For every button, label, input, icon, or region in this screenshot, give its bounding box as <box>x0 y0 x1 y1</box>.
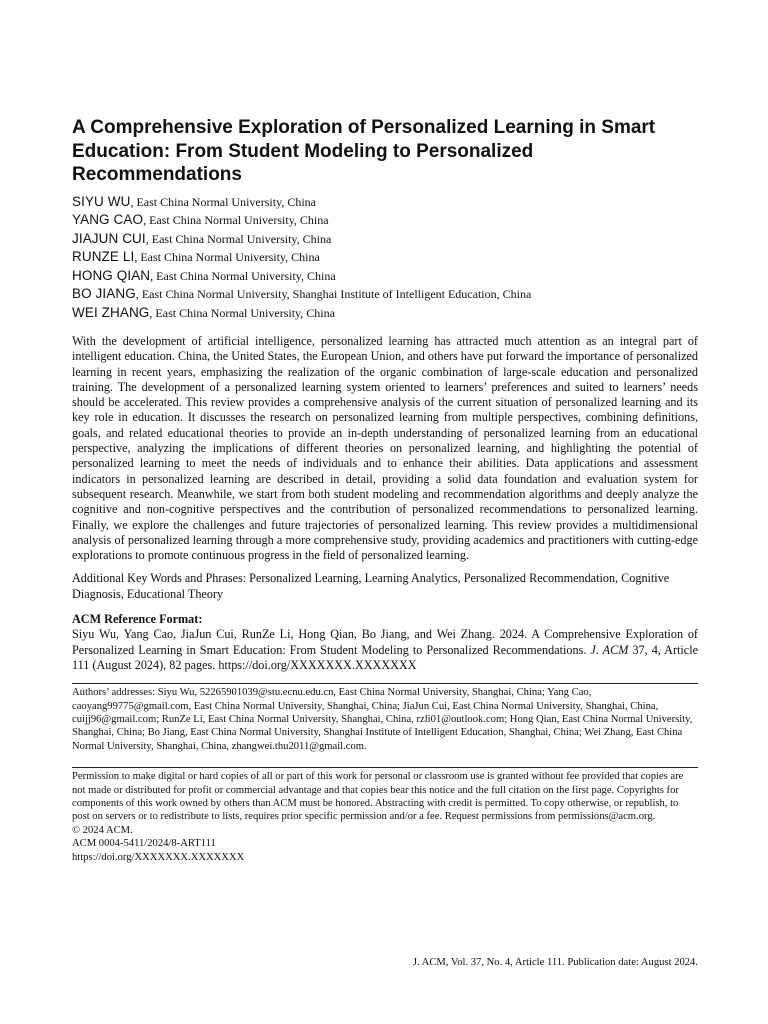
author-entry: RUNZE LI, East China Normal University, China <box>72 249 320 264</box>
footnote-divider <box>72 683 698 684</box>
permission-divider <box>72 767 698 768</box>
author-affiliation: East China Normal University, China <box>136 194 316 209</box>
author-name: RUNZE LI <box>72 249 135 264</box>
author-affiliation: East China Normal University, China <box>151 231 332 246</box>
author-entry: BO JIANG, East China Normal University, Shanghai Institute of Intelligent Education, China <box>72 286 532 301</box>
author-list <box>72 193 698 323</box>
reference-journal: J. ACM <box>590 642 629 657</box>
reference-text <box>72 627 698 673</box>
author-affiliation: East China Normal University, China <box>140 250 320 264</box>
copyright-line: © 2024 ACM. <box>72 824 133 836</box>
reference-details: 37, 4, Article 111 (August 2024), 82 pages. https://doi.org/XXXXXXX.XXXXXXX <box>72 642 699 672</box>
paper-first-page <box>72 116 698 878</box>
abstract: With the development of artificial intelligence, personalized learning has attracted much attention as an integral part of intelligent education. China, the United States, the European Union, and others have put forward the importance of personalized learning in recent years, emphasizing the realization of the organic combination of large-scale education and personalized training. The development of a personalized learning system oriented to learners’ preferences and suited to learners’ needs should be accelerated. This review provides a comprehensive analysis of the current situation of personalized learning and its key role in education. It discusses the research on personalized learning from multiple perspectives, combining definitions, goals, and related educational theories to provide an in-depth understanding of personalized learning from an educational perspective, analyzing the implications of different theories on personalized learning, and highlighting the potential of personalized learning to meet the needs of individuals and to enhance their abilities. Data applications and assessment indicators in personalized learning are described in detail, providing a solid data foundation and evaluation system for subsequent research. Meanwhile, we start from both student modeling and recommendation algorithms and deeply analyze the cognitive and non-cognitive perspectives and the contribution of personalized recommendations to personalized learning. Finally, we explore the challenges and future trajectories of personalized learning. This review provides a multidimensional analysis of personalized learning through a more comprehensive study, providing academics and practitioners with cutting-edge explorations to promote continuous progress in the field of personalized learning. <box>72 334 698 563</box>
author-entry: HONG QIAN, East China Normal University, China <box>72 267 336 283</box>
page-footer: J. ACM, Vol. 37, No. 4, Article 111. Publication date: August 2024. <box>412 957 698 968</box>
author-entry: JIAJUN CUI, East China Normal University, China <box>72 230 332 246</box>
author-affiliation: East China Normal University, Shanghai Institute of Intelligent Education, China <box>141 287 532 301</box>
author-name: WEI ZHANG <box>72 304 150 320</box>
author-name: YANG CAO <box>72 212 144 227</box>
author-name: SIYU WU <box>72 193 131 209</box>
author-entry: SIYU WU, East China Normal University, China <box>72 193 316 209</box>
issn-line: ACM 0004-5411/2024/8-ART111 <box>72 838 216 850</box>
author-entry: YANG CAO, East China Normal University, China <box>72 212 329 227</box>
author-affiliation: East China Normal University, China <box>156 268 336 283</box>
permission-notice: Permission to make digital or hard copies of all or part of this work for personal or classroom use is granted without fee provided that copies are not made or distributed for profit or commercial advantage and that copies bear this notice and the full citation on the first page. Copyrights for components of this work owned by others than ACM must be honored. Abstracting with credit is permitted. To copy otherwise, or republish, to post on servers or to redistribute to lists, requires prior specific permission and/or a fee. Request permissions from permissions@acm.org. <box>72 771 684 823</box>
authors-addresses-footnote <box>72 686 698 753</box>
author-affiliation: East China Normal University, China <box>149 213 329 227</box>
authors-addresses: Authors’ addresses: Siyu Wu, 52265901039@stu.ecnu.edu.cn, East China Normal University, Shanghai, China; Yang Cao, caoyang99775@gmail.com, East China Normal University, Shanghai, China; JiaJun Cui, East China Normal University, Shanghai, China, cuijj96@gmail.com; RunZe Li, East China Normal University, Shanghai, China, rzli01@outlook.com; Hong Qian, East China Normal University, Shanghai, China; Bo Jiang, East China Normal University, Shanghai Institute of Intelligent Education, Shanghai, China; Wei Zhang, East China Normal University, Shanghai, China, zhangwei.thu2011@gmail.com. <box>72 687 693 752</box>
reference-citation: Siyu Wu, Yang Cao, JiaJun Cui, RunZe Li, Hong Qian, Bo Jiang, and Wei Zhang. 2024. A Comprehensive Exploration of Personalized Learning in Smart Education: From Student Modeling to Personalized Recommendations. <box>72 627 698 657</box>
paper-title: A Comprehensive Exploration of Personalized Learning in Smart Education: From Student Modeling to Personalized Recommendations <box>72 117 656 185</box>
reference-heading: ACM Reference Format: <box>72 612 203 627</box>
author-entry: WEI ZHANG, East China Normal University, China <box>72 304 335 320</box>
author-affiliation: East China Normal University, China <box>155 305 335 320</box>
keywords: Additional Key Words and Phrases: Personalized Learning, Learning Analytics, Personalized Recommendation, Cognitive Diagnosis, Educational Theory <box>72 571 670 601</box>
author-name: HONG QIAN <box>72 267 151 283</box>
author-name: JIAJUN CUI <box>72 230 146 246</box>
permission-footnote <box>72 770 698 864</box>
doi-link[interactable]: https://doi.org/XXXXXXX.XXXXXXX <box>72 851 245 863</box>
author-name: BO JIANG <box>72 286 136 301</box>
